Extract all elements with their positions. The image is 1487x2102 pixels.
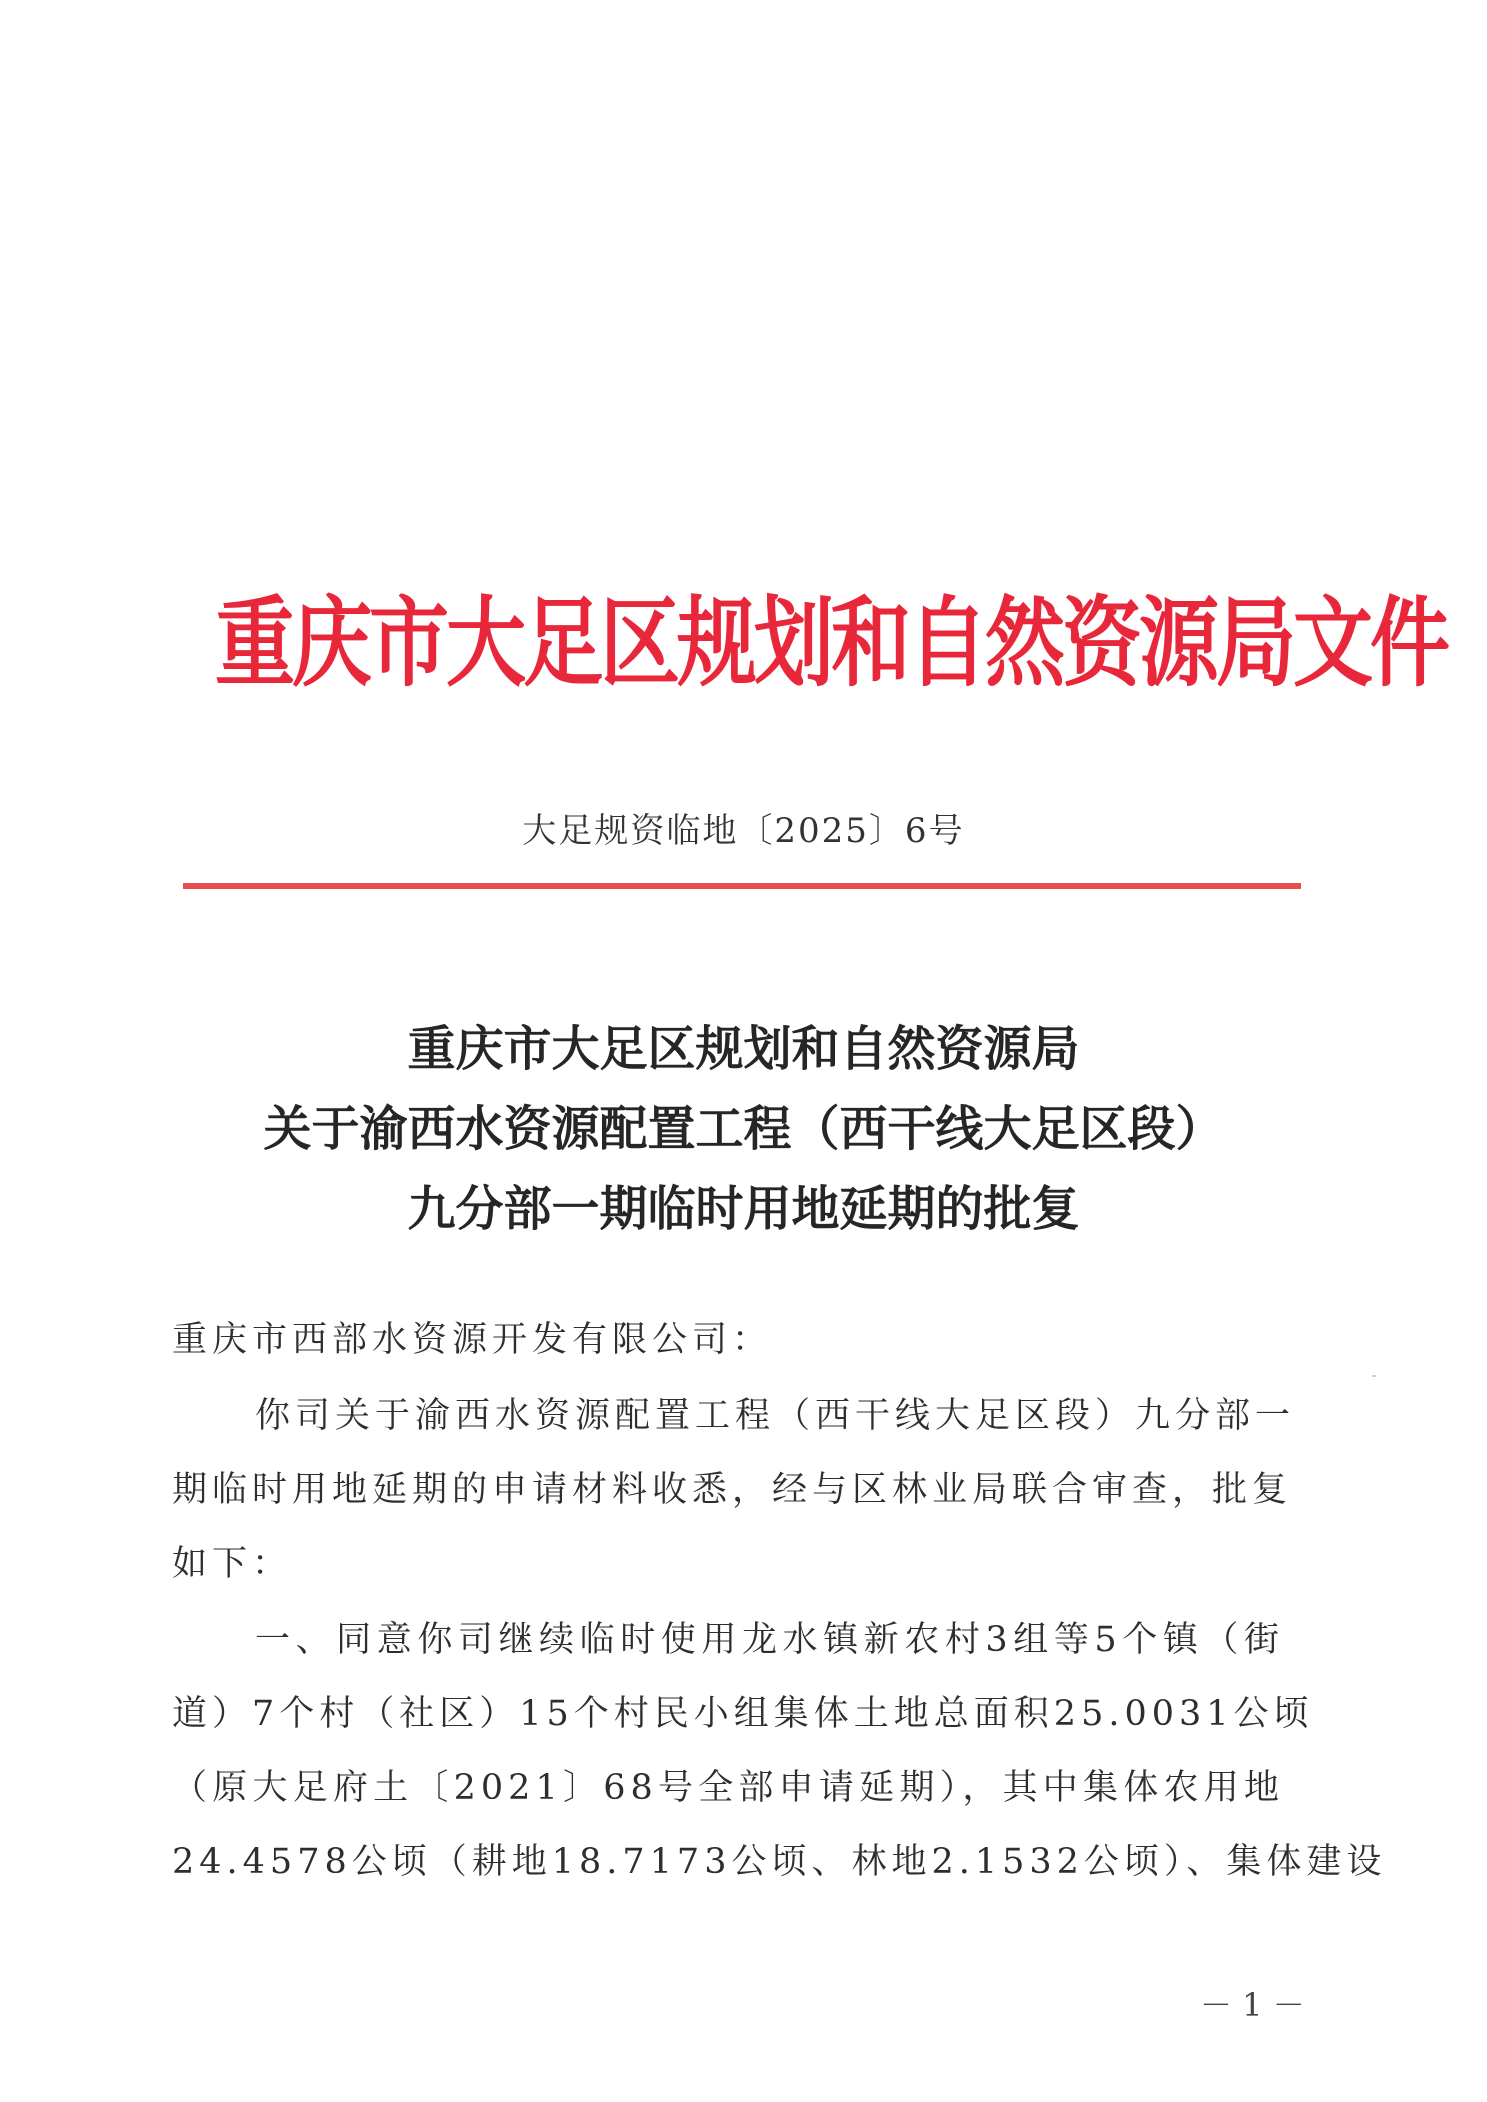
page-number: － 1 －: [1200, 1986, 1305, 2024]
title-line-3: 九分部一期临时用地延期的批复: [407, 1181, 1080, 1237]
paragraph1-line-2: 期临时用地延期的申请材料收悉，经与区林业局联合审查，批复: [172, 1470, 1293, 1510]
title-line-1: 重庆市大足区规划和自然资源局: [407, 1021, 1080, 1077]
title-line-2: 关于渝西水资源配置工程（西干线大足区段）: [263, 1101, 1224, 1157]
document-number: 大足规资临地〔2025〕6号: [522, 811, 965, 851]
paragraph1-line-3: 如下：: [172, 1544, 293, 1584]
paragraph2-line-4: 24.4578公顷（耕地18.7173公顷、林地2.1532公顷）、集体建设: [172, 1842, 1387, 1882]
masthead-title: 重庆市大足区规划和自然资源局文件: [215, 586, 1447, 701]
scan-speck: [1372, 1375, 1376, 1377]
paragraph2-line-2: 道）7个村（社区）15个村民小组集体土地总面积25.0031公顷: [172, 1694, 1314, 1734]
paragraph2-line-3: （原大足府土〔2021〕68号全部申请延期），其中集体农用地: [172, 1768, 1284, 1808]
paragraph2-line-1: 一、同意你司继续临时使用龙水镇新农村3组等5个镇（街: [255, 1620, 1284, 1660]
paragraph1-line-1: 你司关于渝西水资源配置工程（西干线大足区段）九分部一: [255, 1396, 1296, 1436]
addressee: 重庆市西部水资源开发有限公司：: [172, 1320, 773, 1360]
red-divider-line: [183, 883, 1301, 889]
